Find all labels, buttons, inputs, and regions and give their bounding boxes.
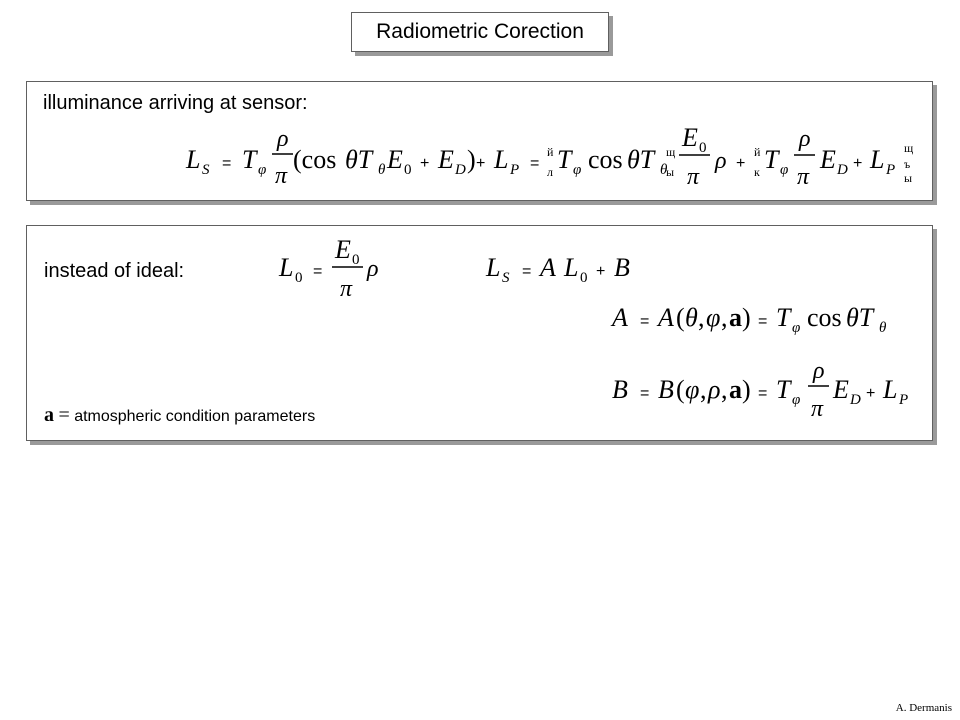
svg-text:,: , (721, 375, 728, 404)
svg-text:): ) (742, 375, 751, 404)
svg-text:θT: θT (627, 145, 655, 174)
svg-text:+: + (476, 155, 486, 172)
svg-text:=: = (313, 263, 323, 280)
svg-text:L: L (883, 375, 898, 404)
svg-text:π: π (811, 396, 824, 422)
svg-text:ъ: ъ (904, 157, 911, 171)
svg-text:E: E (833, 375, 849, 404)
slide-title (351, 12, 609, 52)
svg-text:L: L (870, 145, 885, 174)
svg-text:D: D (455, 162, 466, 178)
svg-text:θ: θ (660, 162, 668, 178)
svg-text:S: S (202, 162, 210, 178)
svg-text:(cos: (cos (293, 145, 337, 174)
svg-text:L: L (564, 253, 579, 282)
svg-text:L: L (186, 145, 201, 174)
svg-text:=: = (222, 155, 232, 172)
svg-text:A: A (658, 303, 674, 332)
svg-text:θ: θ (879, 320, 887, 336)
svg-text:π: π (340, 276, 353, 302)
linear-model-equation (484, 248, 644, 288)
svg-text:ы: ы (904, 171, 913, 185)
atmospheric-parameters-note (44, 404, 315, 427)
svg-text:0: 0 (404, 162, 412, 178)
svg-text:P: P (899, 392, 909, 408)
parameter-description: atmospheric condition parameters (74, 408, 316, 425)
svg-text:+: + (866, 385, 876, 402)
svg-text:щ: щ (904, 141, 914, 155)
svg-text:P: P (510, 162, 520, 178)
svg-text:φ: φ (258, 162, 267, 178)
svg-text:,: , (698, 303, 705, 332)
svg-text:φ: φ (573, 162, 582, 178)
svg-text:π: π (275, 163, 288, 189)
svg-text:T: T (557, 145, 572, 174)
svg-text:=: = (522, 263, 532, 280)
svg-text:+: + (596, 263, 606, 280)
svg-text:A: A (540, 253, 556, 282)
svg-text:щ: щ (666, 145, 676, 159)
author-credit: A. Dermanis (895, 702, 952, 714)
svg-text:ρ: ρ (708, 375, 721, 404)
svg-text:=: = (758, 385, 768, 402)
svg-text:ρ: ρ (277, 126, 289, 152)
sensor-illuminance-equation (180, 118, 925, 190)
svg-text:л: л (547, 165, 553, 179)
svg-text:θT: θT (846, 303, 874, 332)
svg-text:φ: φ (792, 392, 801, 408)
svg-text:,: , (700, 375, 707, 404)
svg-text:P: P (886, 162, 896, 178)
svg-text:T: T (776, 375, 791, 404)
svg-text:B: B (658, 375, 674, 404)
svg-text:φ: φ (792, 320, 801, 336)
svg-text:=: = (640, 313, 650, 330)
svg-text:E: E (438, 145, 454, 174)
svg-text:B: B (614, 253, 630, 282)
svg-text:S: S (502, 270, 510, 286)
svg-text:a: a (729, 303, 742, 332)
svg-text:L: L (486, 253, 501, 282)
svg-text:): ) (467, 145, 476, 174)
svg-text:0: 0 (580, 270, 588, 286)
svg-text:θ: θ (685, 303, 698, 332)
equals-sign: = (58, 404, 70, 426)
svg-text:,: , (721, 303, 728, 332)
svg-text:(: ( (676, 375, 685, 404)
svg-text:E: E (387, 145, 403, 174)
svg-text:й: й (754, 145, 761, 159)
svg-text:a: a (729, 375, 742, 404)
svg-text:T: T (242, 145, 257, 174)
svg-text:θ: θ (378, 162, 386, 178)
svg-text:ρ: ρ (813, 358, 825, 384)
svg-text:E: E (820, 145, 836, 174)
ideal-radiance-equation (275, 232, 395, 302)
svg-text:ρ: ρ (715, 148, 727, 174)
svg-text:π: π (687, 164, 700, 190)
svg-text:0: 0 (699, 140, 707, 156)
svg-text:B: B (612, 375, 628, 404)
svg-text:=: = (530, 155, 540, 172)
svg-text:ы: ы (666, 165, 675, 179)
svg-text:D: D (837, 162, 848, 178)
svg-text:=: = (758, 313, 768, 330)
svg-text:φ: φ (780, 162, 789, 178)
svg-text:L: L (494, 145, 509, 174)
svg-text:): ) (742, 303, 751, 332)
sensor-illuminance-label: illuminance arriving at sensor: (43, 92, 308, 114)
svg-text:(: ( (676, 303, 685, 332)
svg-text:cos: cos (807, 303, 842, 332)
svg-text:й: й (547, 145, 554, 159)
svg-text:E: E (335, 235, 351, 264)
slide-title-text: Radiometric Corection (376, 20, 584, 43)
svg-text:0: 0 (352, 252, 360, 268)
svg-text:=: = (640, 385, 650, 402)
svg-text:T: T (764, 145, 779, 174)
svg-text:T: T (776, 303, 791, 332)
svg-text:0: 0 (295, 270, 303, 286)
svg-text:+: + (420, 155, 430, 172)
svg-text:π: π (797, 164, 810, 190)
svg-text:ρ: ρ (367, 256, 379, 282)
coefficient-a-equation (610, 298, 900, 338)
svg-text:A: A (612, 303, 628, 332)
svg-text:θT: θT (345, 145, 373, 174)
svg-text:L: L (279, 253, 294, 282)
svg-text:ρ: ρ (799, 126, 811, 152)
svg-text:φ: φ (706, 303, 721, 332)
svg-text:E: E (682, 123, 698, 152)
parameter-vector-symbol: a (44, 404, 54, 426)
svg-text:+: + (736, 155, 746, 172)
svg-text:φ: φ (685, 375, 700, 404)
svg-text:D: D (850, 392, 861, 408)
ideal-label: instead of ideal: (44, 260, 185, 282)
svg-text:к: к (754, 165, 760, 179)
svg-text:+: + (853, 155, 863, 172)
coefficient-b-equation (610, 356, 920, 428)
svg-text:cos: cos (588, 145, 623, 174)
